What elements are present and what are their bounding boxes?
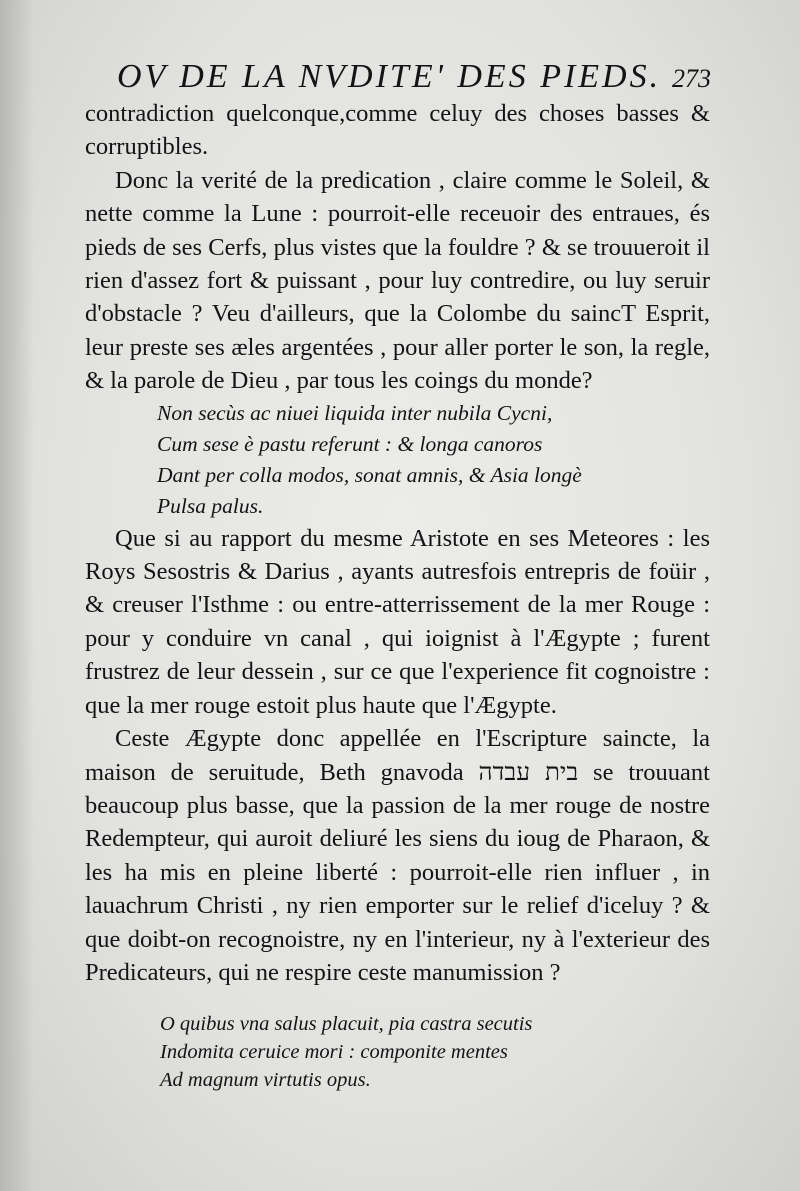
verse-line: Ad magnum virtutis opus. <box>160 1069 371 1091</box>
paragraph-predication: Donc la verité de la predication , claire comme le Soleil, & nette comme la Lune : pourroit-elle receuoir des entraues, és pieds de ses Cerfs, plus vistes que la fouldre ? & se trouueroit il rien d'assez fort & puissant , pour luy contredire, ou luy seruir d'obstacle ? Veu d'ailleurs, que la Colombe du saincT Esprit, leur preste ses æles argentées , pour aller porter le son, la regle, & la parole de Dieu , par tous les coings du monde? <box>85 166 710 395</box>
verse-line: O quibus vna salus placuit, pia castra secutis <box>160 1013 533 1035</box>
verse-line: Cum sese è pastu referunt : & longa canoros <box>157 431 543 456</box>
paragraph-aristote: Que si au rapport du mesme Aristote en ses Meteores : les Roys Sesostris & Darius , ayants autresfois entrepris de foüir , & creuser l'Isthme : ou entre-atterrissement de la mer Rouge : pour y conduire vn canal , qui ioignist à l'Ægypte ; furent frustrez de leur dessein , sur ce que l'experience fit cognoistre : que la mer rouge estoit plus haute que l'Ægypte. <box>85 524 710 719</box>
paragraph-aegypte: Ceste Ægypte donc appellée en l'Escripture saincte, la maison de seruitude, Beth gnavoda בית עבדה se trouuant beaucoup plus basse, que la passion de la mer rouge de nostre Redempteur, qui auroit deliuré les siens du ioug de Pharaon, & les ha mis en pleine liberté : pourroit-elle rien influer , in lauachrum Christi , ny rien emporter sur le relief d'iceluy ? & que doibt-on recognoistre, ny en l'interieur, ny à l'exterieur des Predicateurs, qui ne respire ceste manumission ? <box>85 725 710 986</box>
verse-line: Pulsa palus. <box>157 493 264 518</box>
page-body <box>85 97 710 989</box>
running-title: OV DE LA NVDITE' DES PIEDS. <box>117 58 662 95</box>
latin-verse-salus <box>160 1010 532 1094</box>
verse-line: Non secùs ac niuei liquida inter nubila Cycni, <box>157 400 553 425</box>
page-header <box>117 58 717 98</box>
latin-verse-cycni <box>157 398 710 522</box>
verse-line: Dant per colla modos, sonat amnis, & Asia longè <box>157 462 582 487</box>
page-number: 273 <box>672 64 711 93</box>
paragraph-continuation: contradiction quelconque,comme celuy des choses basses & corruptibles. <box>85 100 710 161</box>
page-edge-shadow <box>0 0 34 1191</box>
verse-line: Indomita ceruice mori : componite mentes <box>160 1041 508 1063</box>
